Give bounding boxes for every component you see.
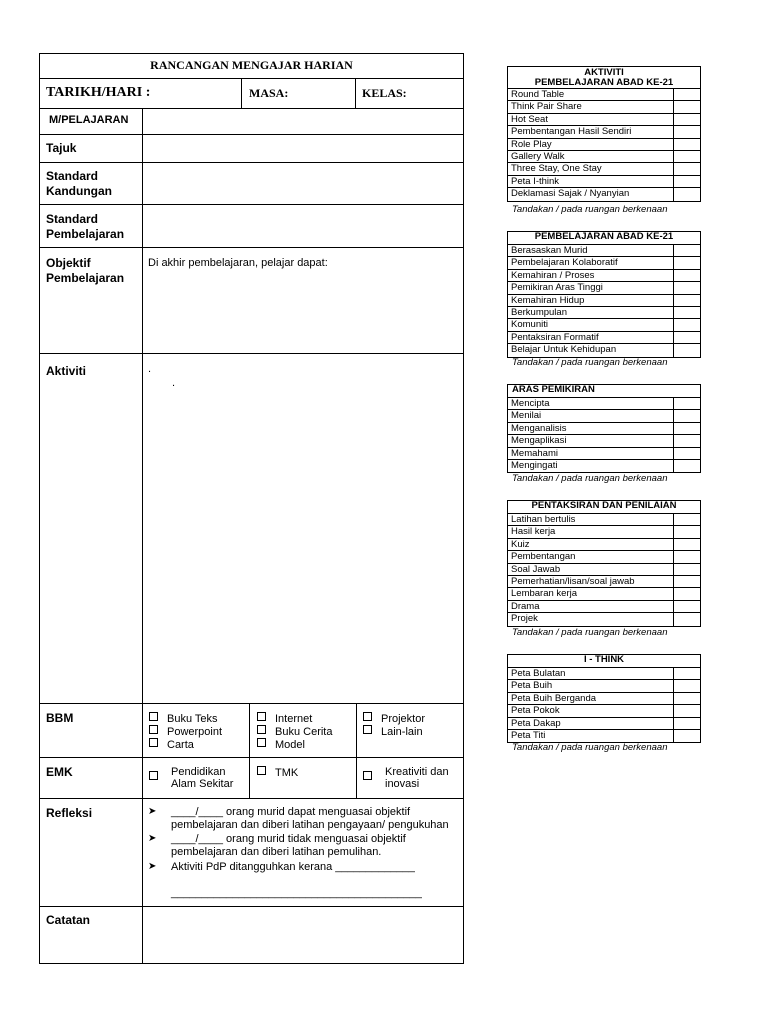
checkbox-icon — [363, 712, 372, 721]
refleksi-line-2: ____/____ orang murid tidak menguasai objektif pembelajaran dan diberi latihan pemulihan. — [171, 833, 406, 858]
list-item[interactable]: Pembentangan — [508, 551, 700, 563]
bbm-label: BBM — [46, 711, 74, 725]
list-item[interactable]: Gallery Walk — [508, 151, 700, 163]
emk-checkbox-icon[interactable] — [363, 768, 381, 786]
list-item[interactable]: Pembentangan Hasil Sendiri — [508, 126, 700, 138]
bbm-option-projektor[interactable]: Projektor — [363, 712, 425, 725]
aktiviti-note: Tandakan / pada ruangan berkenaan — [512, 204, 668, 215]
list-item[interactable]: Drama — [508, 601, 700, 613]
arrow-bullet-icon: ➤ — [148, 833, 157, 844]
list-item[interactable]: Komuniti — [508, 319, 700, 331]
abad21-table — [507, 231, 701, 358]
emk-option-tmk[interactable]: TMK — [257, 766, 298, 779]
ithink-table — [507, 654, 701, 743]
table-header: PENTAKSIRAN DAN PENILAIAN — [508, 501, 700, 514]
bbm-option-carta[interactable]: Carta — [149, 738, 194, 751]
emk-option-pas: Pendidikan Alam Sekitar — [171, 766, 234, 790]
kelas-label: KELAS: — [362, 86, 407, 100]
abad21-note: Tandakan / pada ruangan berkenaan — [512, 357, 668, 368]
table-header: PEMBELAJARAN ABAD KE-21 — [508, 232, 700, 245]
table-header: AKTIVITI PEMBELAJARAN ABAD KE-21 — [508, 67, 700, 89]
list-item[interactable]: Role Play — [508, 139, 700, 151]
list-item[interactable]: Peta Buih Berganda — [508, 693, 700, 705]
list-item[interactable]: Mengingati — [508, 460, 700, 472]
tajuk-label: Tajuk — [46, 141, 77, 155]
list-item[interactable]: Menganalisis — [508, 423, 700, 435]
list-item[interactable]: Belajar Untuk Kehidupan — [508, 344, 700, 356]
list-item[interactable]: Round Table — [508, 89, 700, 101]
pentaksiran-table — [507, 500, 701, 627]
list-item[interactable]: Berkumpulan — [508, 307, 700, 319]
list-item[interactable]: Three Stay, One Stay — [508, 163, 700, 175]
list-item[interactable]: Peta Buih — [508, 680, 700, 692]
bbm-option-powerpoint[interactable]: Powerpoint — [149, 725, 222, 738]
tarikh-hari-label: TARIKH/HARI : — [46, 85, 151, 100]
aktiviti-abad21-table — [507, 66, 701, 202]
arrow-bullet-icon: ➤ — [148, 861, 157, 872]
list-item[interactable]: Peta Pokok — [508, 705, 700, 717]
checkbox-icon — [363, 725, 372, 734]
list-item[interactable]: Pentaksiran Formatif — [508, 332, 700, 344]
list-item[interactable]: Kuiz — [508, 539, 700, 551]
standard-pembelajaran-label: Standard Pembelajaran — [46, 212, 125, 241]
list-item[interactable]: Projek — [508, 613, 700, 625]
list-item[interactable]: Peta I-think — [508, 176, 700, 188]
aktiviti-dot-1: . — [148, 363, 152, 375]
catatan-label: Catatan — [46, 913, 91, 927]
list-item[interactable]: Memahami — [508, 448, 700, 460]
list-item[interactable]: Mencipta — [508, 398, 700, 410]
arrow-bullet-icon: ➤ — [148, 806, 157, 817]
checkbox-icon — [257, 738, 266, 747]
aras-pemikiran-table — [507, 384, 701, 473]
refleksi-line-4: _________________________________________ — [171, 887, 422, 899]
list-item[interactable]: Berasaskan Murid — [508, 245, 700, 257]
masa-label: MASA: — [249, 86, 289, 100]
list-item[interactable]: Peta Bulatan — [508, 668, 700, 680]
ithink-note: Tandakan / pada ruangan berkenaan — [512, 742, 668, 753]
emk-label: EMK — [46, 765, 73, 779]
list-item[interactable]: Peta Titi — [508, 730, 700, 742]
refleksi-label: Refleksi — [46, 806, 93, 820]
aktiviti-dot-2: . — [172, 377, 176, 389]
list-item[interactable]: Hot Seat — [508, 114, 700, 126]
table-header: ARAS PEMIKIRAN — [508, 385, 700, 398]
bbm-option-buku-teks[interactable]: Buku Teks — [149, 712, 218, 725]
list-item[interactable]: Kemahiran / Proses — [508, 270, 700, 282]
refleksi-line-3: Aktiviti PdP ditangguhkan kerana _____________ — [171, 861, 415, 873]
list-item[interactable]: Lembaran kerja — [508, 588, 700, 600]
list-item[interactable]: Mengaplikasi — [508, 435, 700, 447]
checkbox-icon — [149, 712, 158, 721]
standard-kandungan-label: Standard Kandungan — [46, 169, 112, 198]
checkbox-icon — [149, 738, 158, 747]
refleksi-line-1: ____/____ orang murid dapat menguasai objektif pembelajaran dan diberi latihan pengayaan/ pengukuhan — [171, 806, 449, 831]
bbm-option-model[interactable]: Model — [257, 738, 305, 751]
checkbox-icon — [149, 725, 158, 734]
objektif-pembelajaran-label: Objektif Pembelajaran — [46, 256, 125, 285]
list-item[interactable]: Hasil kerja — [508, 526, 700, 538]
bbm-option-buku-cerita[interactable]: Buku Cerita — [257, 725, 332, 738]
checkbox-icon — [257, 766, 266, 775]
list-item[interactable]: Pemikiran Aras Tinggi — [508, 282, 700, 294]
emk-checkbox-icon[interactable] — [149, 768, 167, 786]
list-item[interactable]: Kemahiran Hidup — [508, 295, 700, 307]
list-item[interactable]: Pemerhatian/lisan/soal jawab — [508, 576, 700, 588]
list-item[interactable]: Think Pair Share — [508, 101, 700, 113]
list-item[interactable]: Deklamasi Sajak / Nyanyian — [508, 188, 700, 200]
pentaksiran-note: Tandakan / pada ruangan berkenaan — [512, 627, 668, 638]
bbm-option-lain-lain[interactable]: Lain-lain — [363, 725, 423, 738]
list-item[interactable]: Soal Jawab — [508, 564, 700, 576]
mata-pelajaran-label: M/PELAJARAN — [49, 114, 129, 126]
list-item[interactable]: Menilai — [508, 410, 700, 422]
list-item[interactable]: Pembelajaran Kolaboratif — [508, 257, 700, 269]
objektif-text: Di akhir pembelajaran, pelajar dapat: — [148, 257, 328, 269]
list-item[interactable]: Latihan bertulis — [508, 514, 700, 526]
emk-option-kreativiti: Kreativiti dan inovasi — [385, 766, 449, 790]
table-header: I - THINK — [508, 655, 700, 668]
bbm-option-internet[interactable]: Internet — [257, 712, 312, 725]
form-title: RANCANGAN MENGAJAR HARIAN — [150, 58, 353, 72]
checkbox-icon — [257, 725, 266, 734]
list-item[interactable]: Peta Dakap — [508, 718, 700, 730]
aras-note: Tandakan / pada ruangan berkenaan — [512, 473, 668, 484]
checkbox-icon — [257, 712, 266, 721]
aktiviti-label: Aktiviti — [46, 364, 87, 378]
